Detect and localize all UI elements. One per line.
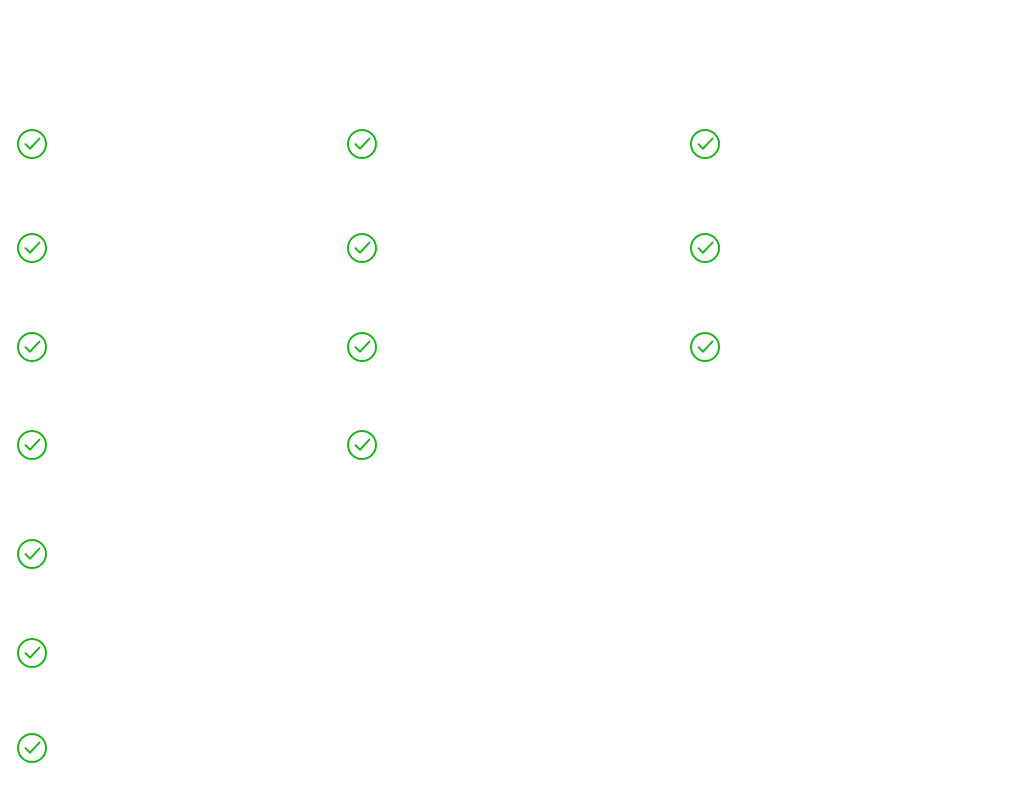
check-circle-icon (16, 128, 48, 160)
check-circle-icon (16, 538, 48, 570)
check-circle-icon (16, 331, 48, 363)
check-circle-icon (346, 128, 378, 160)
check-circle-icon (346, 429, 378, 461)
check-circle-icon (16, 732, 48, 764)
check-circle-icon (16, 429, 48, 461)
check-circle-icon (16, 637, 48, 669)
check-circle-icon (346, 331, 378, 363)
check-circle-icon (346, 232, 378, 264)
check-circle-icon (689, 128, 721, 160)
check-circle-icon (16, 232, 48, 264)
check-circle-icon (689, 232, 721, 264)
check-circle-icon (689, 331, 721, 363)
